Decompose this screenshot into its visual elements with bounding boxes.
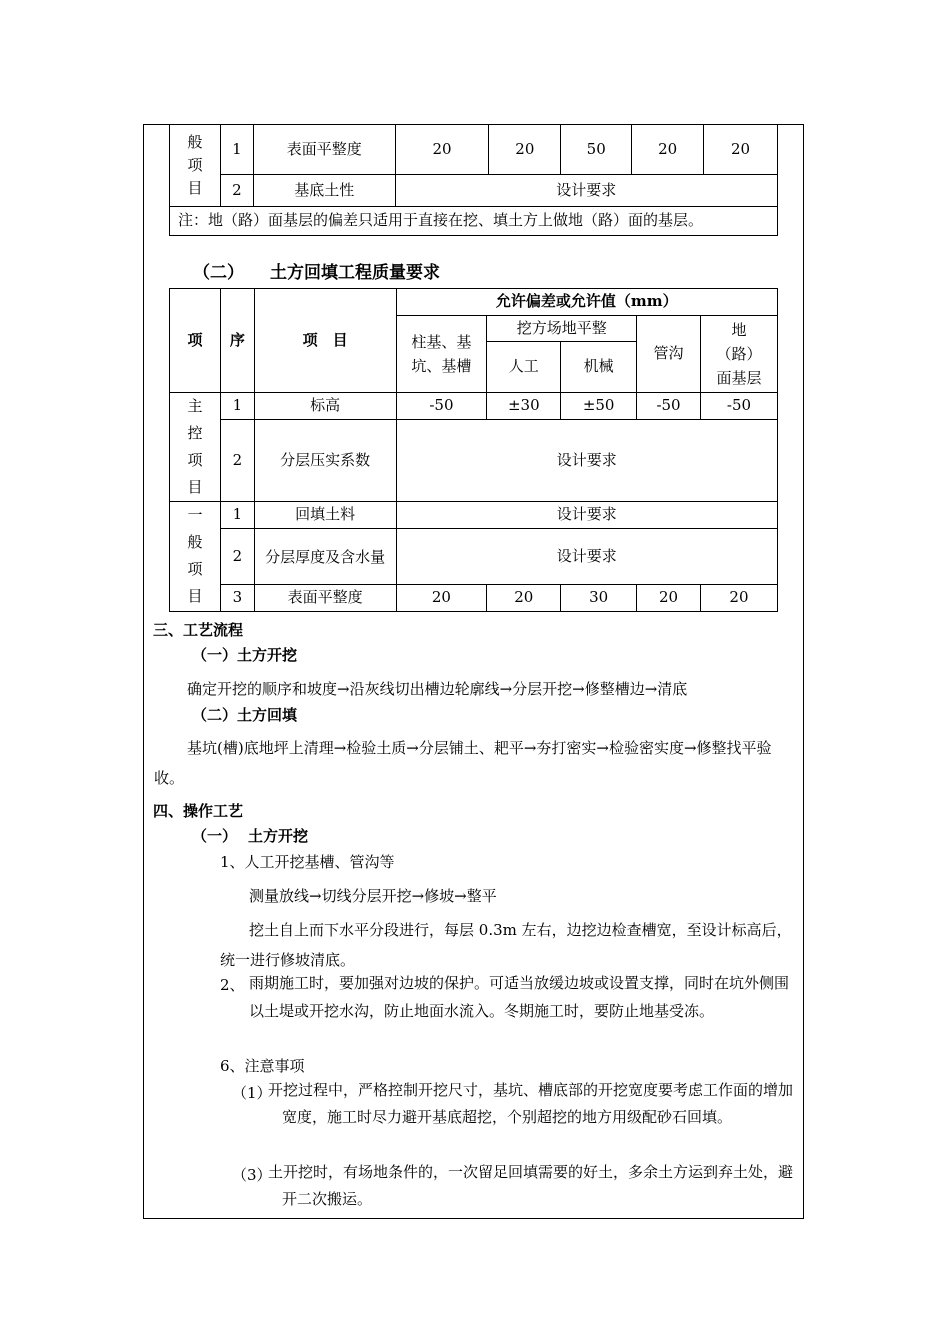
value-cell: 20 bbox=[700, 585, 777, 612]
item-name: 标高 bbox=[254, 393, 396, 420]
table-excavation-general bbox=[169, 124, 778, 236]
section3-flow2: 基坑(槽)底地坪上清理→检验土质→分层铺土、耙平→夯打密实→检验密实度→修整找平验收。 bbox=[154, 739, 772, 787]
group-label: 主 控 项 目 bbox=[170, 393, 221, 502]
note-3-number: （3） bbox=[232, 1166, 272, 1184]
section-title: 土方回填工程质量要求 bbox=[270, 263, 440, 283]
header-road: 地（路）面基层 bbox=[700, 315, 777, 393]
value-cell: 设计要求 bbox=[396, 420, 778, 502]
value-cell: ±30 bbox=[487, 393, 561, 420]
item-name: 表面平整度 bbox=[254, 585, 396, 612]
table-row bbox=[170, 502, 778, 529]
note-1-number: （1） bbox=[232, 1084, 272, 1102]
header-item: 项 目 bbox=[254, 289, 396, 393]
header-pipe: 管沟 bbox=[637, 315, 701, 393]
row-number: 1 bbox=[220, 502, 254, 529]
value-cell: 50 bbox=[561, 125, 632, 175]
table-row bbox=[170, 175, 778, 207]
header-manual: 人工 bbox=[487, 342, 561, 393]
value-cell: 20 bbox=[704, 125, 778, 175]
table-header-row bbox=[170, 289, 778, 316]
header-allowance: 允许偏差或允许值（mm） bbox=[396, 289, 778, 316]
section4-title: 四、操作工艺 bbox=[153, 802, 244, 820]
row-number: 3 bbox=[220, 585, 254, 612]
value-cell: 20 bbox=[489, 125, 561, 175]
value-cell: -50 bbox=[637, 393, 701, 420]
section3-sub2: （二）土方回填 bbox=[192, 706, 298, 724]
row-number: 1 bbox=[220, 393, 254, 420]
header-xu: 序 bbox=[220, 289, 254, 393]
table-note: 注：地（路）面基层的偏差只适用于直接在挖、填土方上做地（路）面的基层。 bbox=[170, 207, 778, 236]
table-row bbox=[170, 420, 778, 502]
value-cell: 30 bbox=[561, 585, 637, 612]
table-backfill-quality bbox=[169, 288, 778, 612]
item-name: 回填土料 bbox=[254, 502, 396, 529]
section3-flow1: 确定开挖的顺序和坡度→沿灰线切出槽边轮廓线→分层开挖→修整槽边→清底 bbox=[187, 680, 688, 698]
section-number: （二） bbox=[193, 263, 244, 283]
table-row bbox=[170, 207, 778, 236]
value-cell: 20 bbox=[637, 585, 701, 612]
group-label: 般 项 目 bbox=[170, 125, 221, 207]
item-2-number: 2、 bbox=[220, 976, 245, 994]
item-name: 分层压实系数 bbox=[254, 420, 396, 502]
group-label: 一 般 项 目 bbox=[170, 502, 221, 612]
section3-title: 三、工艺流程 bbox=[153, 621, 244, 639]
item-name: 分层厚度及含水量 bbox=[254, 529, 396, 585]
row-number: 2 bbox=[220, 420, 254, 502]
note-1-text bbox=[268, 1077, 795, 1131]
item-2-text: 雨期施工时，要加强对边坡的保护。可适当放缓边坡或设置支撑，同时在坑外侧围以土堤或开挖水沟，防止地面水流入。冬期施工时，要防止地基受冻。 bbox=[249, 974, 790, 1020]
value-cell: 设计要求 bbox=[396, 502, 778, 529]
note-3-body: 土开挖时，有场地条件的，一次留足回填需要的好土，多余土方运到弃土处，避开二次搬运。 bbox=[268, 1163, 794, 1208]
value-cell: 设计要求 bbox=[395, 175, 777, 207]
header-pit: 柱基、基坑、基槽 bbox=[396, 315, 487, 393]
value-cell: 设计要求 bbox=[396, 529, 778, 585]
row-number: 2 bbox=[220, 529, 254, 585]
item-1-title: 1、人工开挖基槽、管沟等 bbox=[220, 853, 395, 871]
section4-sub1-number: （一） bbox=[192, 827, 238, 845]
note-3-text bbox=[268, 1159, 795, 1213]
table-row bbox=[170, 585, 778, 612]
value-cell: 20 bbox=[632, 125, 704, 175]
item-1-text: 挖土自上而下水平分段进行，每层 0.3m 左右，边挖边检查槽宽，至设计标高后，统一进行修坡清底。 bbox=[220, 921, 792, 969]
item-name: 表面平整度 bbox=[253, 125, 395, 175]
header-site: 挖方场地平整 bbox=[487, 315, 637, 342]
value-cell: ±50 bbox=[561, 393, 637, 420]
item-name: 基底土性 bbox=[253, 175, 395, 207]
value-cell: -50 bbox=[396, 393, 487, 420]
value-cell: 20 bbox=[396, 585, 487, 612]
table-row bbox=[170, 529, 778, 585]
header-xiang: 项 bbox=[170, 289, 221, 393]
note-1-body: 开挖过程中，严格控制开挖尺寸，基坑、槽底部的开挖宽度要考虑工作面的增加宽度，施工时尽力避开基底超挖，个别超挖的地方用级配砂石回填。 bbox=[268, 1081, 794, 1126]
table-row bbox=[170, 393, 778, 420]
item-1-flow: 测量放线→切线分层开挖→修坡→整平 bbox=[249, 887, 497, 905]
header-machine: 机械 bbox=[561, 342, 637, 393]
row-number: 2 bbox=[220, 175, 253, 207]
table-row bbox=[170, 125, 778, 175]
value-cell: -50 bbox=[700, 393, 777, 420]
item-6-title: 6、注意事项 bbox=[220, 1057, 305, 1075]
value-cell: 20 bbox=[395, 125, 489, 175]
section3-sub1: （一）土方开挖 bbox=[192, 646, 298, 664]
row-number: 1 bbox=[220, 125, 253, 175]
section4-sub1: 土方开挖 bbox=[248, 827, 309, 845]
value-cell: 20 bbox=[487, 585, 561, 612]
